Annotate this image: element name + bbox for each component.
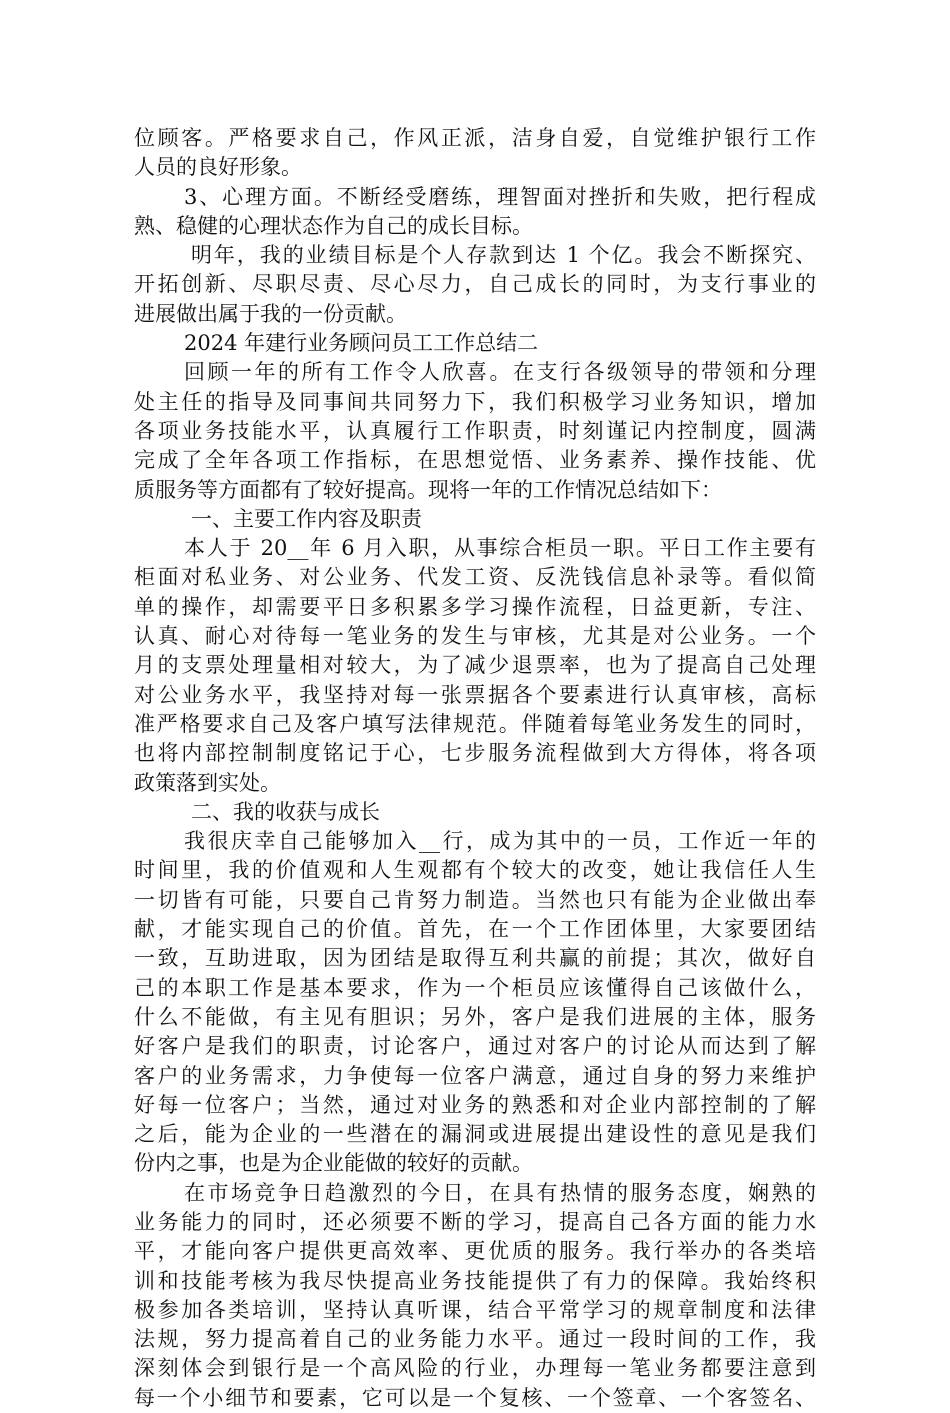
text-line: 法规，努力提高着自己的业务能力水平。通过一段时间的工作，我 (134, 1327, 816, 1352)
text-line: 己的本职工作是基本要求，作为一个柜员应该懂得自己该做什么， (134, 975, 816, 1000)
section-heading (134, 505, 816, 534)
text-line: 一切皆有可能，只要自己肯努力制造。当然也只有能为企业做出奉 (134, 887, 816, 912)
body-paragraph (134, 358, 816, 504)
text-line: 回顾一年的所有工作令人欣喜。在支行各级领导的带领和分理 (184, 360, 816, 385)
text-line: 一、主要工作内容及职责 (191, 506, 422, 531)
text-line: 训和技能考核为我尽快提高业务技能提供了有力的保障。我始终积 (134, 1268, 816, 1293)
text-line: 各项业务技能水平，认真履行工作职责，时刻谨记内控制度，圆满 (134, 418, 816, 443)
text-line: 什么不能做，有主见有胆识；另外，客户是我们进展的主体，服务 (134, 1004, 816, 1029)
text-line: 单的操作，却需要平日多积累多学习操作流程，日益更新，专注、 (134, 594, 816, 619)
text-line: 好每一位客户；当然，通过对业务的熟悉和对企业内部控制的了解 (134, 1092, 816, 1117)
text-line: 质服务等方面都有了较好提高。现将一年的工作情况总结如下： (134, 477, 722, 502)
body-paragraph (134, 124, 816, 183)
body-paragraph (134, 241, 816, 329)
section-heading (134, 798, 816, 827)
document-body (134, 124, 816, 1413)
text-line: 月的支票处理量相对较大，为了减少退票率，也为了提高自己处理 (134, 653, 816, 678)
text-line: 熟、稳健的心理状态作为自己的成长目标。 (134, 213, 533, 238)
text-line: 二、我的收获与成长 (191, 799, 380, 824)
body-paragraph (134, 1179, 816, 1413)
text-line: 平，才能向客户提供更高效率、更优质的服务。我行举办的各类培 (134, 1239, 816, 1264)
body-paragraph (134, 534, 816, 798)
text-line: 一致，互助进取，因为团结是取得互利共赢的前提；其次，做好自 (134, 946, 816, 971)
text-line: 3、心理方面。不断经受磨练，理智面对挫折和失败，把行程成 (184, 184, 816, 209)
body-paragraph (134, 183, 816, 242)
text-line: 明年，我的业绩目标是个人存款到达 1 个亿。我会不断探究、 (191, 243, 816, 268)
text-line: 也将内部控制制度铭记于心，七步服务流程做到大方得体，将各项 (134, 741, 816, 766)
text-line: 开拓创新、尽职尽责、尽心尽力，自己成长的同时，为支行事业的 (134, 272, 816, 297)
text-line: 每一个小细节和要素，它可以是一个复核、一个签章、一个客签名、 (134, 1385, 816, 1410)
text-line: 极参加各类培训，坚持认真听课，结合平常学习的规章制度和法律 (134, 1297, 816, 1322)
text-line: 人员的良好形象。 (134, 155, 302, 180)
text-line: 我很庆幸自己能够加入__行，成为其中的一员，工作近一年的 (184, 829, 816, 854)
text-line: 份内之事，也是为企业能做的较好的贡献。 (134, 1151, 533, 1176)
text-line: 准严格要求自己及客户填写法律规范。伴随着每笔业务发生的同时， (134, 711, 816, 736)
text-line: 深刻体会到银行是一个高风险的行业，办理每一笔业务都要注意到 (134, 1356, 816, 1381)
text-line: 柜面对私业务、对公业务、代发工资、反洗钱信息补录等。看似简 (134, 565, 816, 590)
text-line: 客户的业务需求，力争使每一位客户满意，通过自身的努力来维护 (134, 1063, 816, 1088)
text-line: 好客户是我们的职责，讨论客户，通过对客户的讨论从而达到了解 (134, 1034, 816, 1059)
text-line: 完成了全年各项工作指标，在思想觉悟、业务素养、操作技能、优 (134, 448, 816, 473)
text-line: 在市场竞争日趋激烈的今日，在具有热情的服务态度，娴熟的 (184, 1180, 816, 1205)
text-line: 时间里，我的价值观和人生观都有个较大的改变，她让我信任人生 (134, 858, 816, 883)
text-line: 献，才能实现自己的价值。首先，在一个工作团体里，大家要团结 (134, 917, 816, 942)
body-paragraph (134, 827, 816, 1179)
text-line: 位顾客。严格要求自己，作风正派，洁身自爱，自觉维护银行工作 (134, 126, 816, 150)
text-line: 本人于 20__年 6 月入职，从事综合柜员一职。平日工作主要有 (184, 536, 816, 561)
text-line: 政策落到实处。 (134, 770, 281, 795)
text-line: 进展做出属于我的一份贡献。 (134, 301, 407, 326)
text-line: 对公业务水平，我坚持对每一张票据各个要素进行认真审核，高标 (134, 682, 816, 707)
text-line: 认真、耐心对待每一笔业务的发生与审核，尤其是对公业务。一个 (134, 624, 816, 649)
text-line: 处主任的指导及同事间共同努力下，我们积极学习业务知识，增加 (134, 389, 816, 414)
text-line: 之后，能为企业的一些潜在的漏洞或进展提出建设性的意见是我们 (134, 1122, 816, 1147)
text-line: 2024 年建行业务顾问员工工作总结二 (184, 331, 539, 356)
text-line: 业务能力的同时，还必须要不断的学习，提高自己各方面的能力水 (134, 1209, 816, 1234)
section-heading (134, 329, 816, 358)
